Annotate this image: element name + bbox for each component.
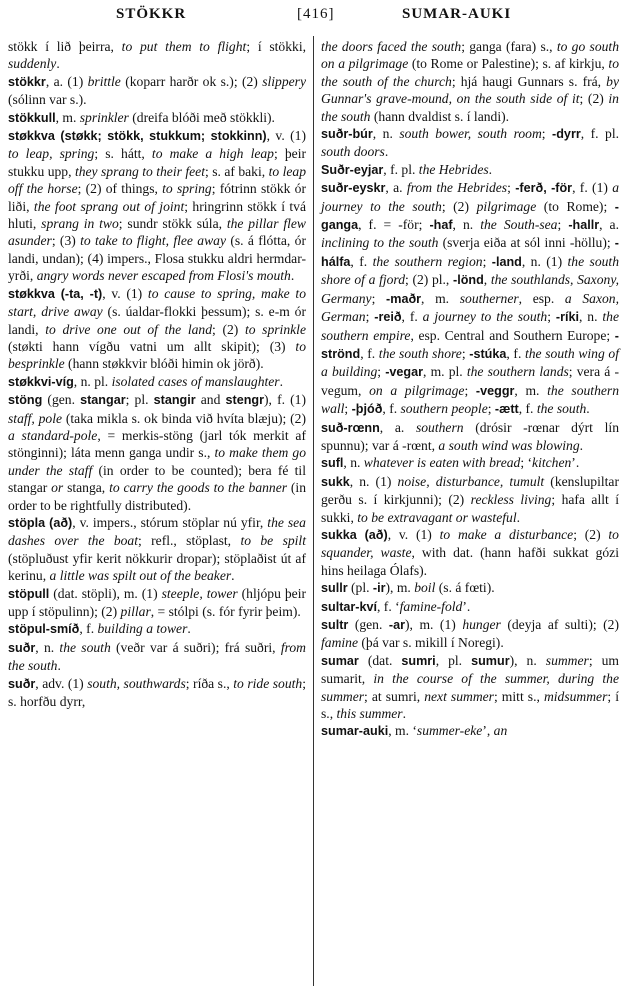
- header-left-guideword: STÖKKR: [116, 6, 187, 22]
- dictionary-entry: suðr-eyskr, a. from the Hebrides; -ferð, -för, f. (1) a journey to the south; (2) pilgrimage (to Rome); -ganga, f. = -för; -haf, n. the South-sea; -hallr, a. inclining to the south (sverja eiða at sól inni -höllu); -hálfa, f. the southern region; -land, n. (1) the south shore of a fjord; (2) pl., -lönd, the southlands, Saxony, Germany; -maðr, m. southerner, esp. a Saxon, German; -reið, f. a journey to the south; -ríki, n. the southern empire, esp. Central and Southern Europe; -strönd, f. the south shore; -stúka, f. the south wing of a building; -vegar, m. pl. the southern lands; vera á -vegum, on a pilgrimage; -veggr, m. the southern wall; -þjóð, f. southern people; -ætt, f. the south.: [321, 180, 620, 417]
- dictionary-entry: suðr, adv. (1) south, southwards; ríða s., to ride south; s. horfðu dyrr,: [8, 675, 306, 710]
- dictionary-entry: sumar (dat. sumri, pl. sumur), n. summer; um sumarit, in the course of the summer, during the summer; at sumri, next summer; mitt s., midsummer; í s., this summer.: [321, 652, 619, 722]
- dictionary-entry: stöpla (að), v. impers., stórum stöplar nú yfir, the sea dashes over the boat; refl., stöplast, to be spilt (stöpluðust yfir kerit nökkurir dropar); stöplaðist út af kerinu, a little was spilt out of the beaker.: [8, 514, 306, 584]
- dictionary-entry: støkkva (støkk; stökk, stukkum; stokkinn), v. (1) to leap, spring; s. hátt, to make a high leap; þeir stukku upp, they sprang to their feet; s. af baki, to leap off the horse; (2) of things, to spring; fótrinn stökk ór liði, the foot sprang out of joint; hringrinn stökk í tvá hluti, sprang in two; sundr stökk súla, the pillar flew asunder; (3) to take to flight, flee away (s. á flótta, ór landi, undan); (4) impers., Flosa stukku aldri hermdar-yrði, angry words never escaped from Flosi's mouth.: [8, 128, 307, 284]
- right-column: [321, 38, 619, 741]
- page-number: [416]: [297, 6, 335, 22]
- dictionary-entry: stökkr, a. (1) brittle (koparr harðr ok s.); (2) slippery (sólinn var s.).: [8, 73, 306, 108]
- dictionary-entry: suðr-búr, n. south bower, south room; -dyrr, f. pl. south doors.: [321, 126, 620, 160]
- dictionary-entry: sufl, n. whatever is eaten with bread; ‘kitchen’.: [321, 455, 580, 471]
- dictionary-entry: stökkull, m. sprinkler (dreifa blóði með stökkli).: [8, 109, 275, 125]
- dictionary-entry: stöng (gen. stangar; pl. stangir and stengr), f. (1) staff, pole (taka mikla s. ok binda við hvíta blæju); (2) a standard-pole, = merkis-stöng (jarl tók merkit af stönginni); láta menn ganga undir s., to make them go under the staff (in order to be counted); bera fé til stangar or stanga, to carry the goods to the banner (in order to be rightfully distributed).: [8, 392, 307, 513]
- dictionary-entry: sukk, n. (1) noise, disturbance, tumult (kenslupiltar gerðu s. í kirkjunni); (2) reckless living; hafa allt í sukki, to be extravagant or wasteful.: [321, 473, 619, 525]
- dictionary-entry: stöpull (dat. stöpli), m. (1) steeple, tower (hljópu þeir upp í stöpulinn); (2) pillar, = stólpi (s. fór fyrir þeim).: [8, 585, 306, 619]
- dictionary-entry: stökk í lið þeirra, to put them to flight; í stökki, suddenly.: [8, 39, 306, 72]
- dictionary-entry: sukka (að), v. (1) to make a disturbance; (2) to squander, waste, with dat. (hann hafði sukkat gózi hins heilaga Ólafs).: [321, 526, 619, 578]
- dictionary-entry: sultar-kví, f. ‘famine-fold’.: [321, 598, 471, 614]
- dictionary-entry: støkkvi-víg, n. pl. isolated cases of manslaughter.: [8, 373, 283, 389]
- dictionary-entry: suðr, n. the south (veðr var á suðri); frá suðri, from the south.: [8, 639, 307, 674]
- page-header: [0, 0, 625, 30]
- dictionary-entry: sumar-auki, m. ‘summer-eke’, an: [321, 723, 508, 739]
- header-right-guideword: SUMAR-AUKI: [402, 6, 512, 22]
- dictionary-entry: Suðr-eyjar, f. pl. the Hebrides.: [321, 161, 493, 177]
- column-divider: [313, 36, 314, 986]
- dictionary-entry: suð-rœnn, a. southern (drósir -rœnar dýrt lín spunnu); var á -rœnt, a south wind was blowing.: [321, 419, 619, 453]
- dictionary-entry: stöpul-smíð, f. building a tower.: [8, 621, 191, 637]
- left-column: [8, 38, 306, 710]
- dictionary-entry: sullr (pl. -ir), m. boil (s. á fœti).: [321, 580, 495, 596]
- dictionary-entry: sultr (gen. -ar), m. (1) hunger (deyja af sulti); (2) famine (þá var s. mikill í Noregi).: [321, 617, 619, 651]
- dictionary-entry: the doors faced the south; ganga (fara) s., to go south on a pilgrimage (to Rome or Palestine); s. af kirkju, to the south of the church; hjá haugi Gunnars s. frá, by Gunnar's grave-mound, on the south side of it; (2) in the south (hann dvaldist s. í landi).: [321, 39, 619, 124]
- dictionary-entry: støkkva (-ta, -t), v. (1) to cause to spring, make to start, drive away (s. úaldar-flokki þessum); s. e-m ór landi, to drive one out of the land; (2) to sprinkle (støkti hann vígðu vatni um allt skipit); (3) to besprinkle (hann støkkvir blóði himin ok jörð).: [8, 285, 306, 372]
